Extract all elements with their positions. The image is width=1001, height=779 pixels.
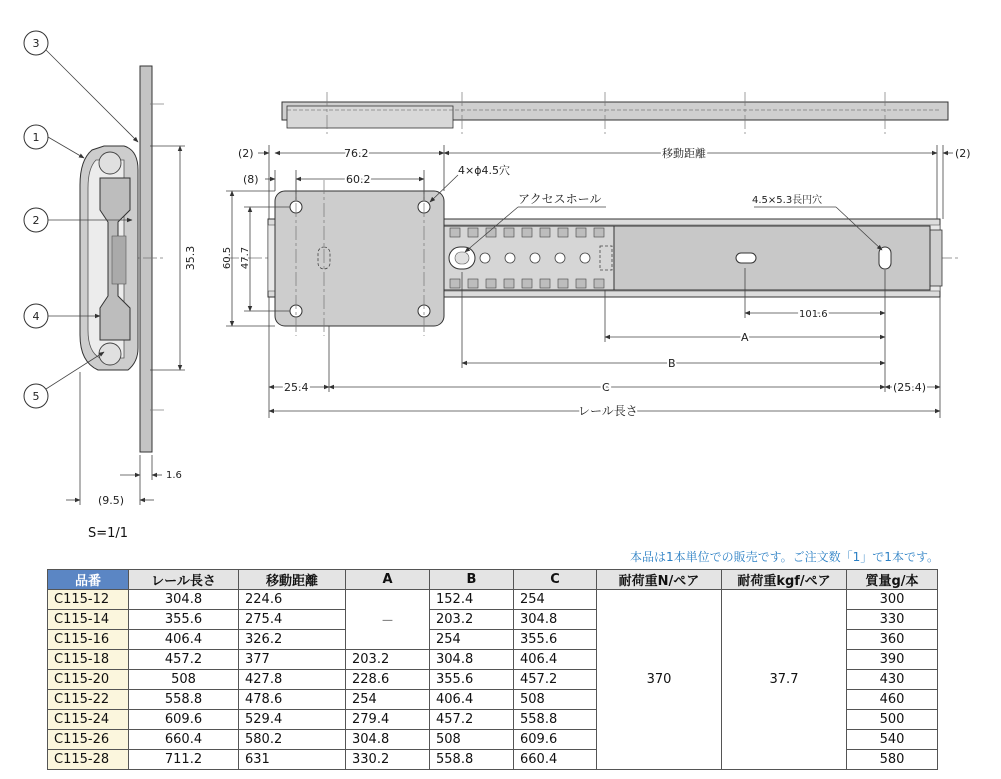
cell-code: C115-26 — [48, 730, 129, 750]
header-rail-length: レール長さ — [129, 570, 239, 590]
cell-a: 254 — [346, 690, 430, 710]
cell-mass: 540 — [847, 730, 938, 750]
cell-b: 457.2 — [430, 710, 514, 730]
cell-c: 254 — [514, 590, 597, 610]
header-a: A — [346, 570, 430, 590]
dim-101-6: 101.6 — [799, 309, 828, 320]
cell-b: 304.8 — [430, 650, 514, 670]
cell-length: 457.2 — [129, 650, 239, 670]
cell-code: C115-14 — [48, 610, 129, 630]
svg-text:4: 4 — [32, 310, 40, 323]
dim-2-right: (2) — [955, 147, 971, 160]
slot-label: 4.5×5.3長円穴 — [752, 195, 823, 206]
cell-length: 609.6 — [129, 710, 239, 730]
cell-mass: 300 — [847, 590, 938, 610]
callout-3 — [24, 31, 138, 142]
slot-hole — [736, 253, 756, 263]
cell-load-n: 370 — [597, 590, 722, 770]
mounting-plate-section — [140, 66, 152, 452]
cell-a: 304.8 — [346, 730, 430, 750]
table-header-row — [48, 570, 938, 590]
cell-b: 406.4 — [430, 690, 514, 710]
cell-length: 508 — [129, 670, 239, 690]
holes-label: 4×ϕ4.5穴 — [458, 164, 510, 177]
header-code: 品番 — [48, 570, 129, 590]
cell-mass: 390 — [847, 650, 938, 670]
dim-travel: 移動距離 — [662, 147, 706, 160]
dim-35-3: 35.3 — [184, 245, 197, 271]
cell-code: C115-12 — [48, 590, 129, 610]
cell-mass: 330 — [847, 610, 938, 630]
cell-c: 508 — [514, 690, 597, 710]
dim-8: (8) — [243, 173, 259, 186]
cell-travel: 326.2 — [239, 630, 346, 650]
cell-length: 711.2 — [129, 750, 239, 770]
cell-b: 558.8 — [430, 750, 514, 770]
cell-b: 355.6 — [430, 670, 514, 690]
cell-code: C115-20 — [48, 670, 129, 690]
spec-table — [47, 569, 938, 770]
cell-travel: 580.2 — [239, 730, 346, 750]
side-view — [222, 145, 971, 418]
cell-code: C115-18 — [48, 650, 129, 670]
dim-2-left: (2) — [238, 147, 254, 160]
cell-b: 254 — [430, 630, 514, 650]
cell-a: 279.4 — [346, 710, 430, 730]
cell-c: 558.8 — [514, 710, 597, 730]
dim-B: B — [668, 357, 676, 370]
cell-length: 660.4 — [129, 730, 239, 750]
cell-length: 355.6 — [129, 610, 239, 630]
cell-mass: 430 — [847, 670, 938, 690]
cell-travel: 478.6 — [239, 690, 346, 710]
cell-travel: 529.4 — [239, 710, 346, 730]
table-row — [48, 590, 938, 610]
svg-text:5: 5 — [32, 390, 40, 403]
cell-load-kgf: 37.7 — [722, 590, 847, 770]
cell-a: 330.2 — [346, 750, 430, 770]
cell-length: 304.8 — [129, 590, 239, 610]
cell-c: 406.4 — [514, 650, 597, 670]
dim-C: C — [602, 381, 610, 394]
cell-code: C115-16 — [48, 630, 129, 650]
header-load-kgf: 耐荷重kgf/ペア — [722, 570, 847, 590]
cell-mass: 500 — [847, 710, 938, 730]
dim-25-4-paren: (25.4) — [893, 381, 927, 394]
cell-travel: 224.6 — [239, 590, 346, 610]
cell-travel: 631 — [239, 750, 346, 770]
dim-9-5: (9.5) — [98, 494, 125, 507]
svg-text:1: 1 — [32, 131, 40, 144]
cell-c: 609.6 — [514, 730, 597, 750]
header-travel: 移動距離 — [239, 570, 346, 590]
cell-travel: 275.4 — [239, 610, 346, 630]
header-load-n: 耐荷重N/ペア — [597, 570, 722, 590]
sales-note: 本品は1本単位での販売です。ご注文数「1」で1本です。 — [630, 550, 939, 564]
dim-60-2: 60.2 — [346, 173, 371, 186]
cell-travel: 427.8 — [239, 670, 346, 690]
dim-25-4: 25.4 — [284, 381, 309, 394]
cell-code: C115-22 — [48, 690, 129, 710]
cell-a-dash: － — [346, 590, 430, 650]
cell-code: C115-24 — [48, 710, 129, 730]
cell-code: C115-28 — [48, 750, 129, 770]
header-mass: 質量g/本 — [847, 570, 938, 590]
cell-c: 355.6 — [514, 630, 597, 650]
dim-76-2: 76.2 — [344, 147, 369, 160]
svg-text:2: 2 — [32, 214, 40, 227]
scale-label: S=1/1 — [88, 526, 129, 541]
cross-section-view — [24, 31, 197, 507]
cell-b: 152.4 — [430, 590, 514, 610]
cell-c: 304.8 — [514, 610, 597, 630]
cell-b: 508 — [430, 730, 514, 750]
header-c: C — [514, 570, 597, 590]
cell-c: 660.4 — [514, 750, 597, 770]
cell-length: 406.4 — [129, 630, 239, 650]
callout-1 — [24, 125, 84, 158]
slot-hole — [879, 247, 891, 269]
cell-c: 457.2 — [514, 670, 597, 690]
cell-length: 558.8 — [129, 690, 239, 710]
cell-a: 228.6 — [346, 670, 430, 690]
cell-mass: 460 — [847, 690, 938, 710]
top-view — [282, 92, 948, 134]
dim-60-5: 60.5 — [222, 246, 233, 270]
cell-mass: 580 — [847, 750, 938, 770]
svg-text:3: 3 — [32, 37, 40, 50]
dim-1-6: 1.6 — [166, 470, 182, 481]
access-hole-label: アクセスホール — [518, 192, 602, 206]
cell-a: 203.2 — [346, 650, 430, 670]
dim-rail-length: レール長さ — [578, 404, 638, 418]
cell-travel: 377 — [239, 650, 346, 670]
cell-mass: 360 — [847, 630, 938, 650]
header-b: B — [430, 570, 514, 590]
dim-A: A — [741, 331, 749, 344]
dim-47-7: 47.7 — [240, 246, 251, 270]
cell-b: 203.2 — [430, 610, 514, 630]
